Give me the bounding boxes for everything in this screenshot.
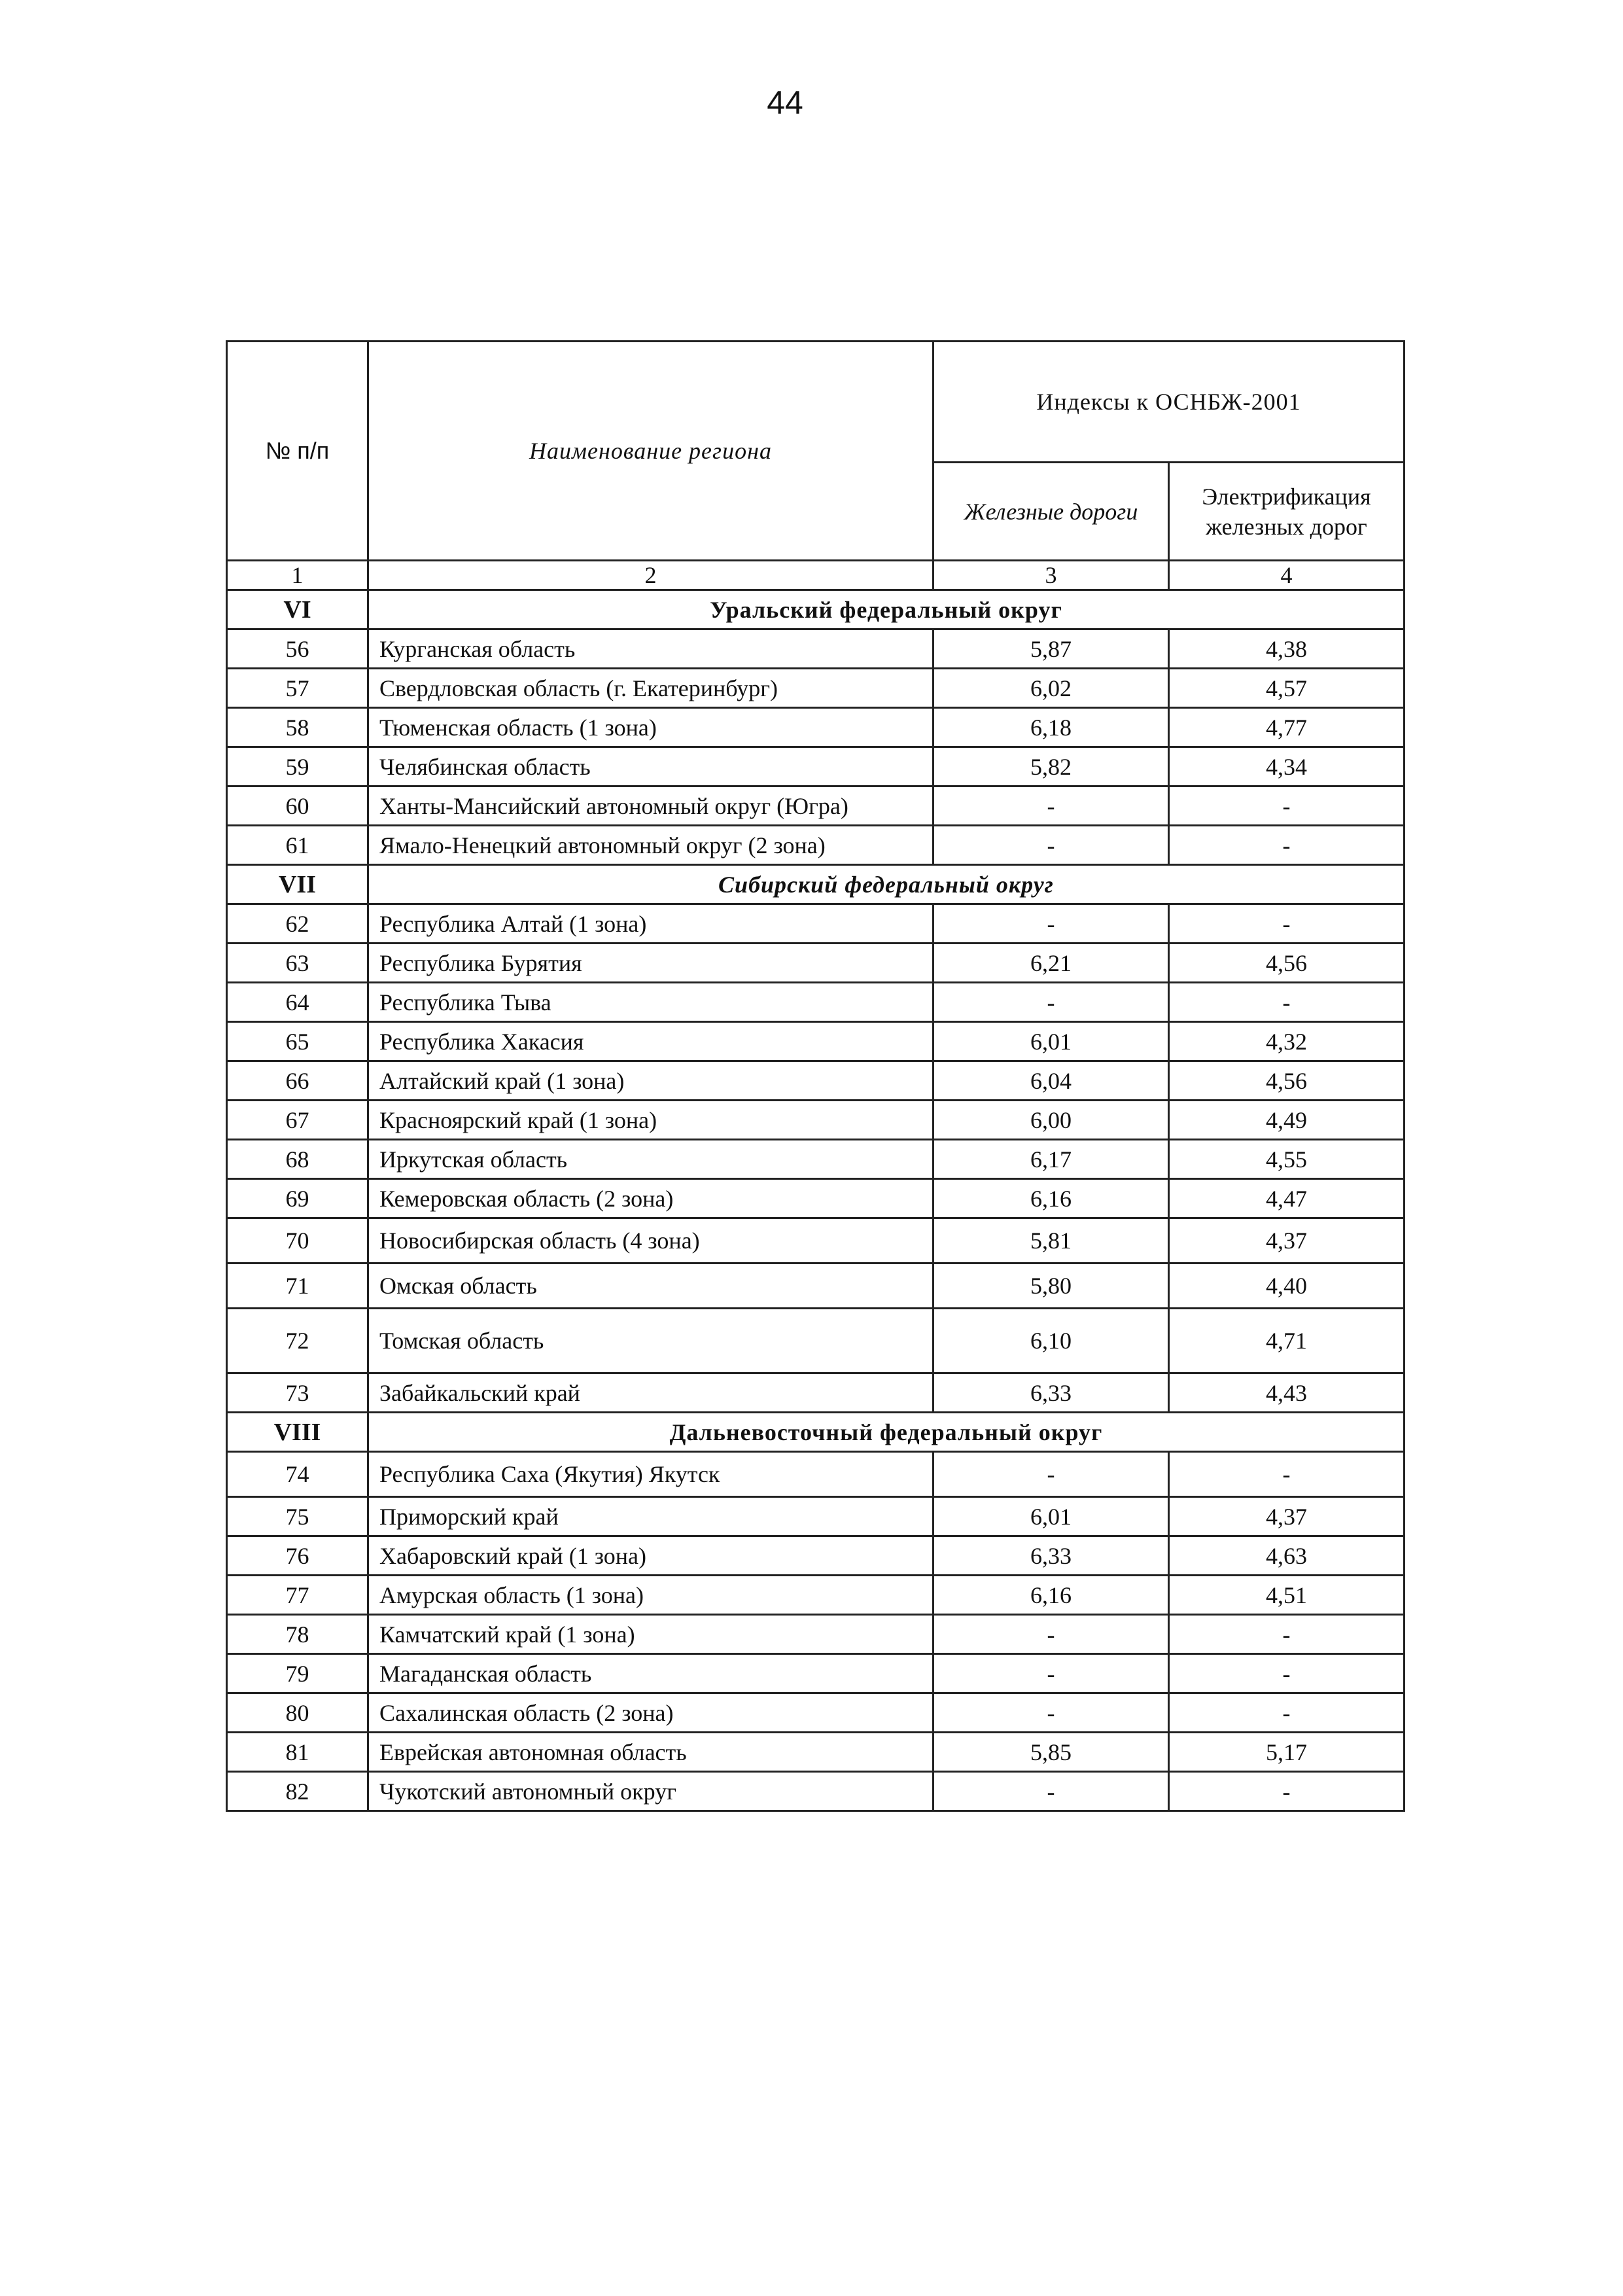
header-electrification-line1: Электрификация (1202, 483, 1371, 510)
region-name: Забайкальский край (368, 1373, 934, 1413)
row-number: 68 (227, 1140, 368, 1179)
row-number: 65 (227, 1022, 368, 1061)
row-number: 66 (227, 1061, 368, 1101)
electrification-index: - (1169, 983, 1405, 1022)
region-name: Камчатский край (1 зона) (368, 1615, 934, 1654)
region-name: Томская область (368, 1309, 934, 1373)
railway-index: 6,10 (934, 1309, 1169, 1373)
row-number: 57 (227, 669, 368, 708)
electrification-index: 4,38 (1169, 629, 1405, 669)
header-electrification-line2: железных дорог (1206, 513, 1367, 540)
region-name: Республика Хакасия (368, 1022, 934, 1061)
table-row (227, 708, 1405, 747)
electrification-index: 4,43 (1169, 1373, 1405, 1413)
railway-index: 5,81 (934, 1218, 1169, 1263)
table-row (227, 1309, 1405, 1373)
region-name: Магаданская область (368, 1654, 934, 1693)
header-number: № п/п (227, 342, 368, 561)
electrification-index: 4,49 (1169, 1101, 1405, 1140)
table-row (227, 669, 1405, 708)
region-name: Хабаровский край (1 зона) (368, 1536, 934, 1576)
region-name: Республика Алтай (1 зона) (368, 904, 934, 944)
section-roman-numeral: VI (227, 590, 368, 629)
region-name: Приморский край (368, 1497, 934, 1536)
table-body (227, 590, 1405, 1811)
electrification-index: - (1169, 904, 1405, 944)
table-row (227, 1576, 1405, 1615)
section-roman-numeral: VII (227, 865, 368, 904)
railway-index: 6,16 (934, 1576, 1169, 1615)
railway-index: 6,17 (934, 1140, 1169, 1179)
row-number: 81 (227, 1733, 368, 1772)
railway-index: 5,82 (934, 747, 1169, 786)
electrification-index: 4,34 (1169, 747, 1405, 786)
region-name: Амурская область (1 зона) (368, 1576, 934, 1615)
electrification-index: - (1169, 786, 1405, 826)
table-row (227, 1452, 1405, 1497)
electrification-index: 4,55 (1169, 1140, 1405, 1179)
region-name: Кемеровская область (2 зона) (368, 1179, 934, 1218)
section-title: Сибирский федеральный округ (368, 865, 1405, 904)
table-row (227, 1536, 1405, 1576)
table-row (227, 1101, 1405, 1140)
electrification-index: 4,56 (1169, 944, 1405, 983)
region-name: Республика Бурятия (368, 944, 934, 983)
railway-index: - (934, 1772, 1169, 1811)
region-name: Республика Саха (Якутия) Якутск (368, 1452, 934, 1497)
section-roman-numeral: VIII (227, 1413, 368, 1452)
region-name: Сахалинская область (2 зона) (368, 1693, 934, 1733)
row-number: 64 (227, 983, 368, 1022)
header-index-group: Индексы к ОСНБЖ-2001 (934, 342, 1405, 463)
electrification-index: 4,56 (1169, 1061, 1405, 1101)
railway-index: - (934, 983, 1169, 1022)
electrification-index: 4,77 (1169, 708, 1405, 747)
regional-index-table (226, 340, 1405, 1812)
railway-index: 5,87 (934, 629, 1169, 669)
column-number: 3 (934, 561, 1169, 590)
electrification-index: 4,37 (1169, 1497, 1405, 1536)
electrification-index: 4,63 (1169, 1536, 1405, 1576)
region-name: Свердловская область (г. Екатеринбург) (368, 669, 934, 708)
region-name: Красноярский край (1 зона) (368, 1101, 934, 1140)
section-row (227, 865, 1405, 904)
header-railways: Железные дороги (934, 463, 1169, 561)
region-name: Новосибирская область (4 зона) (368, 1218, 934, 1263)
table-row (227, 944, 1405, 983)
section-row (227, 1413, 1405, 1452)
table-row (227, 1615, 1405, 1654)
table-row (227, 904, 1405, 944)
page-number: 44 (767, 84, 803, 121)
row-number: 72 (227, 1309, 368, 1373)
railway-index: 6,00 (934, 1101, 1169, 1140)
row-number: 58 (227, 708, 368, 747)
row-number: 82 (227, 1772, 368, 1811)
row-number: 76 (227, 1536, 368, 1576)
electrification-index: - (1169, 1452, 1405, 1497)
row-number: 80 (227, 1693, 368, 1733)
table-row (227, 1218, 1405, 1263)
row-number: 62 (227, 904, 368, 944)
region-name: Омская область (368, 1263, 934, 1309)
table-row (227, 786, 1405, 826)
table-row (227, 1263, 1405, 1309)
table-row (227, 1179, 1405, 1218)
electrification-index: 4,47 (1169, 1179, 1405, 1218)
electrification-index: - (1169, 1654, 1405, 1693)
region-name: Тюменская область (1 зона) (368, 708, 934, 747)
header-region-name: Наименование региона (368, 342, 934, 561)
row-number: 73 (227, 1373, 368, 1413)
row-number: 78 (227, 1615, 368, 1654)
electrification-index: 5,17 (1169, 1733, 1405, 1772)
region-name: Курганская область (368, 629, 934, 669)
table-row (227, 1061, 1405, 1101)
header-electrification (1169, 463, 1405, 561)
row-number: 77 (227, 1576, 368, 1615)
electrification-index: 4,57 (1169, 669, 1405, 708)
electrification-index: 4,37 (1169, 1218, 1405, 1263)
railway-index: 6,33 (934, 1536, 1169, 1576)
table-row (227, 826, 1405, 865)
table-row (227, 1022, 1405, 1061)
electrification-index: 4,51 (1169, 1576, 1405, 1615)
row-number: 79 (227, 1654, 368, 1693)
table-row (227, 629, 1405, 669)
column-number: 2 (368, 561, 934, 590)
row-number: 61 (227, 826, 368, 865)
table-row (227, 1733, 1405, 1772)
railway-index: - (934, 1654, 1169, 1693)
region-name: Алтайский край (1 зона) (368, 1061, 934, 1101)
table-row (227, 1772, 1405, 1811)
railway-index: - (934, 826, 1169, 865)
railway-index: 6,01 (934, 1022, 1169, 1061)
electrification-index: - (1169, 826, 1405, 865)
railway-index: 5,80 (934, 1263, 1169, 1309)
region-name: Чукотский автономный округ (368, 1772, 934, 1811)
table-row (227, 1654, 1405, 1693)
electrification-index: 4,32 (1169, 1022, 1405, 1061)
railway-index: 6,16 (934, 1179, 1169, 1218)
electrification-index: 4,40 (1169, 1263, 1405, 1309)
railway-index: 6,21 (934, 944, 1169, 983)
row-number: 63 (227, 944, 368, 983)
electrification-index: - (1169, 1693, 1405, 1733)
railway-index: 6,02 (934, 669, 1169, 708)
section-row (227, 590, 1405, 629)
electrification-index: 4,71 (1169, 1309, 1405, 1373)
railway-index: 6,01 (934, 1497, 1169, 1536)
railway-index: 5,85 (934, 1733, 1169, 1772)
table-row (227, 1497, 1405, 1536)
table-row (227, 1693, 1405, 1733)
section-title: Дальневосточный федеральный округ (368, 1413, 1405, 1452)
region-name: Ямало-Ненецкий автономный округ (2 зона) (368, 826, 934, 865)
region-name: Иркутская область (368, 1140, 934, 1179)
table-row (227, 983, 1405, 1022)
railway-index: - (934, 786, 1169, 826)
row-number: 56 (227, 629, 368, 669)
region-name: Челябинская область (368, 747, 934, 786)
row-number: 71 (227, 1263, 368, 1309)
row-number: 59 (227, 747, 368, 786)
region-name: Ханты-Мансийский автономный округ (Югра) (368, 786, 934, 826)
column-number: 1 (227, 561, 368, 590)
region-name: Еврейская автономная область (368, 1733, 934, 1772)
column-numbers-row (227, 561, 1405, 590)
table-row (227, 747, 1405, 786)
railway-index: 6,04 (934, 1061, 1169, 1101)
row-number: 74 (227, 1452, 368, 1497)
row-number: 70 (227, 1218, 368, 1263)
railway-index: - (934, 1452, 1169, 1497)
railway-index: - (934, 1615, 1169, 1654)
electrification-index: - (1169, 1772, 1405, 1811)
table-row (227, 1373, 1405, 1413)
section-title: Уральский федеральный округ (368, 590, 1405, 629)
row-number: 69 (227, 1179, 368, 1218)
region-name: Республика Тыва (368, 983, 934, 1022)
railway-index: 6,33 (934, 1373, 1169, 1413)
railway-index: - (934, 1693, 1169, 1733)
row-number: 60 (227, 786, 368, 826)
row-number: 75 (227, 1497, 368, 1536)
railway-index: - (934, 904, 1169, 944)
railway-index: 6,18 (934, 708, 1169, 747)
table-row (227, 1140, 1405, 1179)
column-number: 4 (1169, 561, 1405, 590)
row-number: 67 (227, 1101, 368, 1140)
electrification-index: - (1169, 1615, 1405, 1654)
